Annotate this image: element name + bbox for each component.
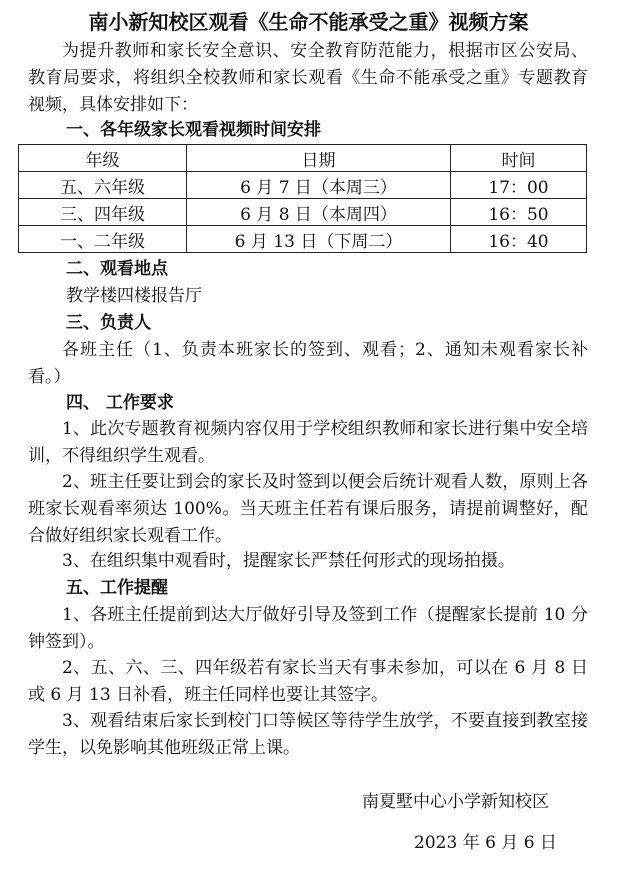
table-header-cell: 时间	[451, 145, 587, 172]
table-row	[19, 226, 587, 253]
intro-paragraph: 为提升教师和家长安全意识、安全教育防范能力，根据市区公安局、教育局要求，将组织全校教师和家长观看《生命不能承受之重》专题教育视频，具体安排如下：	[28, 41, 588, 115]
table-cell: 6 月 13 日（下周二）	[187, 226, 451, 253]
table-cell: 6 月 7 日（本周三）	[187, 172, 451, 199]
table-cell: 16：40	[451, 226, 587, 253]
reminder-item: 2、五、六、三、四年级若有家长当天有事未参加，可以在 6 月 8 日或 6 月 13 日补看，班主任同样也要让其签字。	[28, 658, 588, 705]
table-cell: 6 月 8 日（本周四）	[187, 199, 451, 226]
responsible-text: 各班主任（1、负责本班家长的签到、观看；2、通知未观看家长补看。）	[28, 340, 588, 387]
reminder-item: 3、观看结束后家长到校门口等候区等待学生放学，不要直接到教室接学生，以免影响其他班级正常上课。	[28, 711, 588, 758]
section-5-heading: 五、工作提醒	[66, 578, 168, 598]
requirement-item: 3、在组织集中观看时，提醒家长严禁任何形式的现场拍摄。	[62, 551, 515, 571]
table-cell: 五、六年级	[19, 172, 187, 199]
requirement-item: 2、班主任要让到会的家长及时签到以便会后统计观看人数，原则上各班家长观看率须达 100%。当天班主任若有课后服务，请提前调整好，配合做好组织家长观看工作。	[28, 472, 588, 546]
table-row	[19, 199, 587, 226]
document-title: 南小新知校区观看《生命不能承受之重》视频方案	[88, 10, 529, 34]
requirement-item: 1、此次专题教育视频内容仅用于学校组织教师和家长进行集中安全培训，不得组织学生观看。	[28, 419, 588, 466]
section-3-heading: 三、负责人	[66, 313, 151, 333]
section-1-heading: 一、各年级家长观看视频时间安排	[66, 120, 321, 140]
table-header-row	[19, 145, 587, 172]
table-header-cell: 日期	[187, 145, 451, 172]
table-row	[19, 172, 587, 199]
section-2-heading: 二、观看地点	[66, 259, 168, 279]
table-cell: 17：00	[451, 172, 587, 199]
reminder-item: 1、各班主任提前到达大厅做好引导及签到工作（提醒家长提前 10 分钟签到）。	[28, 605, 588, 652]
section-4-heading: 四、 工作要求	[66, 393, 174, 413]
table-cell: 16：50	[451, 199, 587, 226]
table-cell: 一、二年级	[19, 226, 187, 253]
location-text: 教学楼四楼报告厅	[66, 286, 202, 306]
signature-date: 2023 年 6 月 6 日	[414, 833, 557, 853]
table-cell: 三、四年级	[19, 199, 187, 226]
signature-org: 南夏墅中心小学新知校区	[362, 792, 549, 812]
schedule-table	[18, 144, 587, 253]
table-header-cell: 年级	[19, 145, 187, 172]
